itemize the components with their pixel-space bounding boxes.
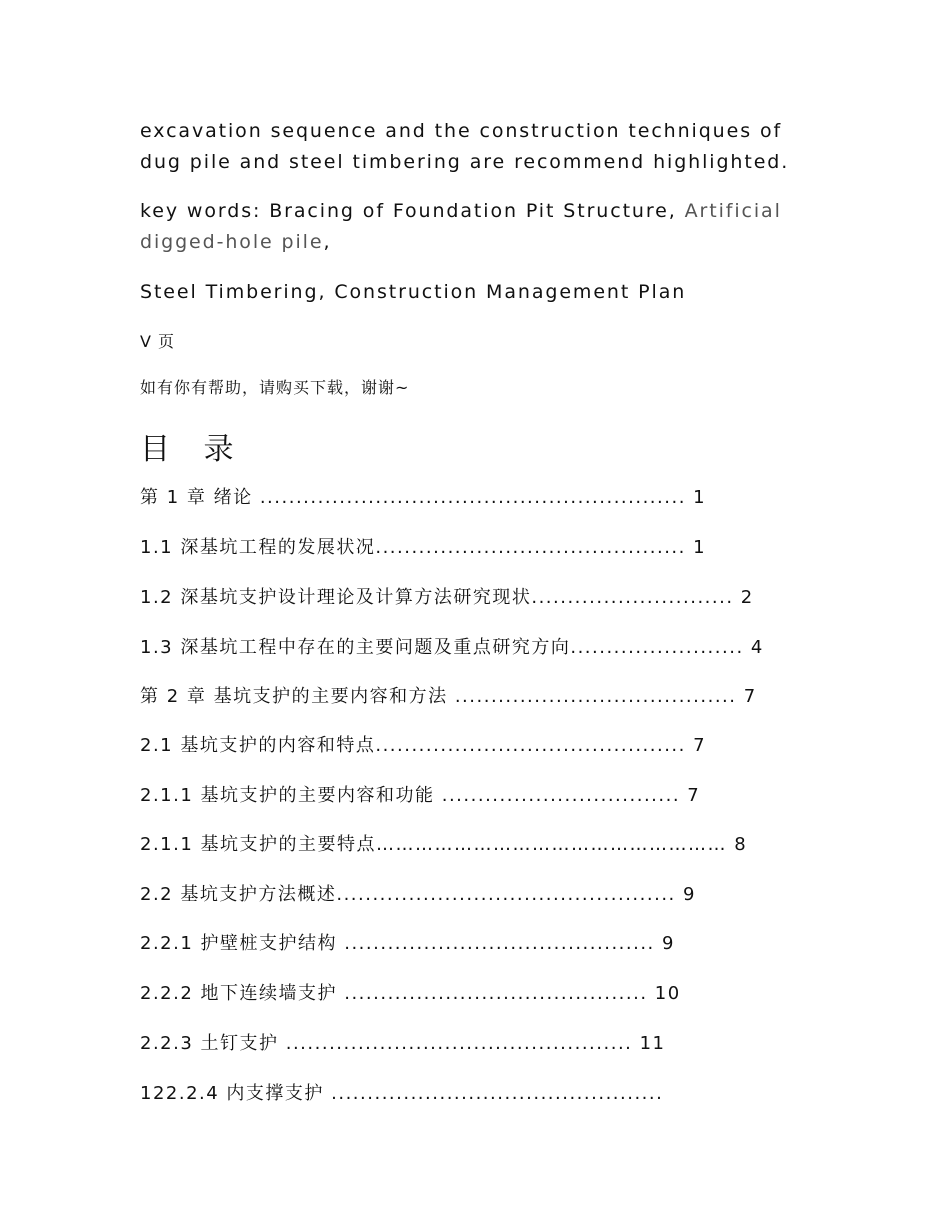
keywords-part-a: key words: Bracing of Foundation Pit Structure, xyxy=(140,200,685,222)
toc-entry: 2.2 基坑支护方法概述............................................... 9 xyxy=(140,884,696,905)
toc-title: 目 录 xyxy=(140,432,246,467)
abstract-line-1: excavation sequence and the construction techniques of xyxy=(140,120,783,142)
toc-entry: 1.2 深基坑支护设计理论及计算方法研究现状............................ 2 xyxy=(140,587,754,608)
toc-entry: 2.2.1 护壁桩支护结构 ........................................... 9 xyxy=(140,933,675,954)
keywords-part-b: Artificial xyxy=(684,200,782,222)
keywords-line-2 xyxy=(140,227,331,258)
toc-entry: 第 1 章 绪论 ........................................................... 1 xyxy=(140,487,707,508)
toc-entry: 2.2.3 土钉支护 ................................................ 11 xyxy=(140,1033,666,1054)
toc-entry: 2.2.2 地下连续墙支护 .......................................... 10 xyxy=(140,983,681,1004)
toc-entry: 122.2.4 内支撑支护 .............................................. xyxy=(140,1083,664,1104)
download-note: 如有你有帮助，请购买下载，谢谢~ xyxy=(140,378,410,397)
keywords-part-d: , xyxy=(323,231,332,253)
toc-entry: 2.1.1 基坑支护的主要特点……………………………………………… 8 xyxy=(140,834,748,855)
keywords-part-c: digged-hole pile xyxy=(140,231,324,253)
toc-entry: 2.1 基坑支护的内容和特点........................................... 7 xyxy=(140,735,707,756)
toc-entry: 第 2 章 基坑支护的主要内容和方法 ....................................... 7 xyxy=(140,686,757,707)
abstract-line-2: dug pile and steel timbering are recommend highlighted. xyxy=(140,151,790,173)
toc-entry: 2.1.1 基坑支护的主要内容和功能 ................................. 7 xyxy=(140,785,701,806)
keywords-line-1 xyxy=(140,196,782,227)
toc-entry: 1.1 深基坑工程的发展状况........................................... 1 xyxy=(140,537,707,558)
keywords-line-3: Steel Timbering, Construction Management Plan xyxy=(140,281,687,303)
toc-entry: 1.3 深基坑工程中存在的主要问题及重点研究方向........................ 4 xyxy=(140,637,764,658)
page-number: V 页 xyxy=(140,332,176,351)
